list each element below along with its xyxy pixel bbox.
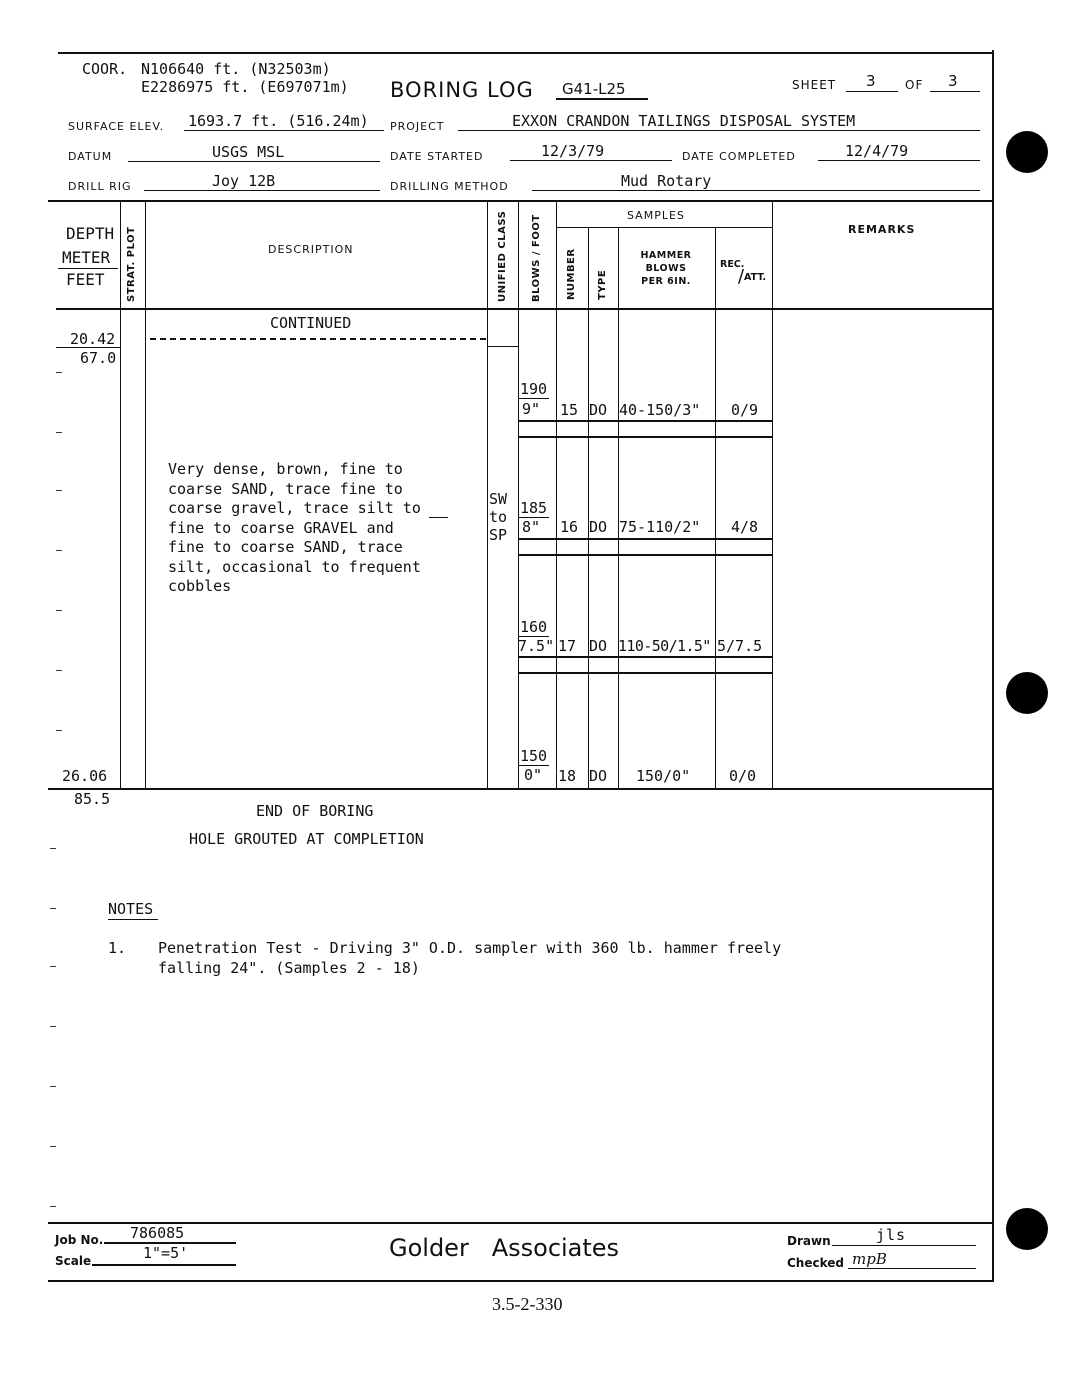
log-bottom-rule (48, 788, 993, 790)
col-blows-foot: BLOWS / FOOT (531, 214, 542, 302)
sample-number: 18 (558, 767, 577, 785)
surface-elev-label: SURFACE ELEV. (68, 120, 165, 133)
sample-type: DO (589, 767, 608, 785)
depth-bottom-feet: 85.5 (74, 790, 111, 808)
coor-east: E2286975 ft. (E697071m) (141, 78, 349, 96)
sheet-total-underline (930, 91, 980, 92)
col-number: NUMBER (566, 248, 577, 300)
sample-recovery: 5/7.5 (717, 637, 763, 655)
col-description: DESCRIPTION (268, 243, 354, 256)
depth-tick (56, 550, 62, 551)
sample-recovery: 4/8 (731, 518, 759, 536)
sample-recovery: 0/9 (731, 401, 759, 419)
depth-tick (56, 372, 62, 373)
datum-label: DATUM (68, 150, 113, 163)
boring-id: G41-L25 (562, 80, 626, 98)
col-rule-number (556, 202, 557, 788)
drilling-method-underline (532, 190, 980, 191)
date-completed-underline (818, 160, 980, 161)
sample-blows: 150 (520, 747, 548, 765)
job-label: Job No. (55, 1233, 104, 1247)
sample-hammer: 40-150/3" (619, 401, 701, 419)
notes-title: NOTES (108, 900, 154, 918)
page-title: BORING LOG (390, 78, 534, 102)
project-label: PROJECT (390, 120, 445, 133)
sample-type: DO (589, 401, 608, 419)
col-hammer-3: PER 6IN. (641, 276, 691, 287)
sample-rule (518, 672, 772, 674)
project-underline (458, 130, 980, 131)
sample-rule (518, 538, 772, 540)
soil-description-line: silt, occasional to frequent (168, 557, 421, 576)
unified-class-line: SW (489, 490, 508, 508)
sample-hammer: 75-110/2" (619, 518, 701, 536)
sample-blows: 185 (520, 499, 548, 517)
col-meter-rule (58, 268, 118, 269)
scale-underline (92, 1264, 236, 1266)
depth-top-rule (56, 347, 120, 348)
col-unified-class: UNIFIED CLASS (497, 210, 508, 302)
note-line-2: falling 24". (Samples 2 - 18) (158, 959, 420, 977)
of-label: OF (905, 78, 924, 92)
soil-description-line: coarse gravel, trace silt to (168, 499, 421, 517)
sample-number: 15 (560, 401, 579, 419)
date-started-label: DATE STARTED (390, 150, 484, 163)
sample-blows-rule (519, 398, 549, 399)
continued-label: CONTINUED (270, 314, 352, 332)
depth-tick (56, 730, 62, 731)
scale-value: 1"=5' (143, 1244, 189, 1262)
depth-tick (50, 1206, 56, 1207)
end-of-boring: END OF BORING (256, 802, 374, 820)
col-samples: SAMPLES (627, 209, 685, 222)
col-rule-hammer (618, 228, 619, 788)
sheet-number: 3 (866, 72, 876, 90)
datum-value: USGS MSL (212, 143, 285, 161)
datum-underline (128, 161, 380, 162)
frame-bottom (48, 1280, 993, 1282)
frame-top (58, 52, 993, 54)
sample-blows: 190 (520, 380, 548, 398)
soil-description-line: Very dense, brown, fine to (168, 460, 403, 478)
hole-grouted: HOLE GROUTED AT COMPLETION (189, 830, 424, 848)
checked-label: Checked (787, 1256, 844, 1270)
note-number: 1. (108, 939, 127, 957)
soil-description-line: fine to coarse GRAVEL and (168, 518, 394, 537)
col-hammer-1: HAMMER (640, 250, 692, 261)
unified-class-value (489, 490, 507, 544)
punch-hole (1006, 672, 1048, 714)
drill-rig-value: Joy 12B (212, 172, 276, 190)
to-underline (429, 517, 448, 518)
drawn-value: jls (876, 1226, 907, 1244)
depth-tick (56, 432, 62, 433)
sample-blows-sub: 7.5" (518, 637, 555, 655)
soil-description-line: coarse SAND, trace fine to (168, 479, 403, 498)
sheet-label: SHEET (792, 78, 837, 92)
drilling-method-value: Mud Rotary (621, 172, 712, 190)
sample-number: 16 (560, 518, 579, 536)
col-meter: METER (62, 248, 111, 267)
depth-bottom-meter: 26.06 (62, 767, 108, 785)
coor-label: COOR. (82, 60, 128, 78)
col-feet: FEET (66, 270, 105, 289)
stratum-boundary (150, 338, 486, 340)
depth-tick (56, 490, 62, 491)
col-rule-remarks (772, 202, 773, 788)
date-started-underline (510, 160, 672, 161)
sample-rule (518, 436, 772, 438)
sample-hammer: 110-50/1.5" (618, 637, 711, 655)
sample-blows-sub: 9" (522, 400, 541, 418)
depth-tick (50, 908, 56, 909)
sample-blows-sub: 8" (522, 518, 541, 536)
project-value: EXXON CRANDON TAILINGS DISPOSAL SYSTEM (512, 112, 856, 130)
sample-rule (518, 420, 772, 422)
sheet-underline (846, 91, 898, 92)
col-rec-slash: / (738, 266, 745, 287)
col-rule-desc (145, 202, 146, 788)
depth-tick (50, 966, 56, 967)
surface-elev-value: 1693.7 ft. (516.24m) (188, 112, 369, 130)
depth-tick (50, 1146, 56, 1147)
depth-tick (56, 610, 62, 611)
col-hammer-2: BLOWS (645, 263, 687, 274)
col-type: TYPE (597, 269, 608, 300)
sample-rule (518, 554, 772, 556)
col-rule-unified (487, 202, 488, 788)
depth-top-feet: 67.0 (80, 349, 117, 367)
coor-north: N106640 ft. (N32503m) (141, 60, 331, 78)
drill-rig-label: DRILL RIG (68, 180, 132, 193)
depth-tick (50, 1026, 56, 1027)
col-depth: DEPTH (66, 224, 115, 243)
sample-type: DO (589, 518, 608, 536)
stratum-boundary-tail (487, 346, 518, 347)
punch-hole (1006, 1208, 1048, 1250)
col-rec: REC. (720, 259, 745, 270)
depth-top-meter: 20.42 (70, 330, 116, 348)
sample-type: DO (589, 637, 608, 655)
boring-id-underline (556, 98, 648, 100)
date-completed-value: 12/4/79 (845, 142, 909, 160)
depth-tick (50, 1086, 56, 1087)
col-rule-blows (518, 202, 519, 788)
notes-title-underline (108, 919, 158, 920)
company-name: Golder Associates (389, 1234, 620, 1262)
sheet-total: 3 (948, 72, 958, 90)
sample-number: 17 (558, 637, 577, 655)
page-number: 3.5-2-330 (492, 1294, 563, 1314)
drill-rig-underline (144, 190, 380, 191)
soil-description-line: cobbles (168, 577, 232, 595)
note-line-1: Penetration Test - Driving 3" O.D. sampler with 360 lb. hammer freely (158, 939, 782, 957)
unified-class-line: to (489, 508, 508, 526)
col-strat-plot: STRAT. PLOT (126, 226, 137, 302)
soil-description (168, 460, 421, 597)
frame-right (992, 50, 994, 1282)
sample-blows: 160 (520, 618, 548, 636)
date-started-value: 12/3/79 (541, 142, 605, 160)
sample-rule (518, 656, 772, 658)
scale-label: Scale (55, 1254, 92, 1268)
col-rule-rec (715, 228, 716, 788)
job-number: 786085 (130, 1224, 185, 1242)
drawn-label: Drawn (787, 1234, 831, 1248)
sample-blows-sub: 0" (524, 766, 543, 784)
footer-top-rule (48, 1222, 993, 1224)
checked-initials: mpB (852, 1250, 887, 1268)
soil-description-line: fine to coarse SAND, trace (168, 538, 403, 556)
drawn-underline (832, 1245, 976, 1246)
col-att: ATT. (744, 272, 766, 283)
sample-recovery: 0/0 (729, 767, 757, 785)
col-remarks: REMARKS (848, 223, 916, 236)
drilling-method-label: DRILLING METHOD (390, 180, 509, 193)
checked-underline (848, 1268, 976, 1269)
unified-class-line: SP (489, 526, 508, 544)
sample-hammer: 150/0" (636, 767, 691, 785)
column-header-bottom (56, 308, 993, 310)
col-rule-type (588, 228, 589, 788)
punch-hole (1006, 131, 1048, 173)
header-bottom-rule (48, 200, 993, 202)
surface-elev-underline (184, 130, 384, 131)
date-completed-label: DATE COMPLETED (682, 150, 796, 163)
col-rule-strat (120, 202, 121, 788)
depth-tick (56, 670, 62, 671)
depth-tick (50, 848, 56, 849)
